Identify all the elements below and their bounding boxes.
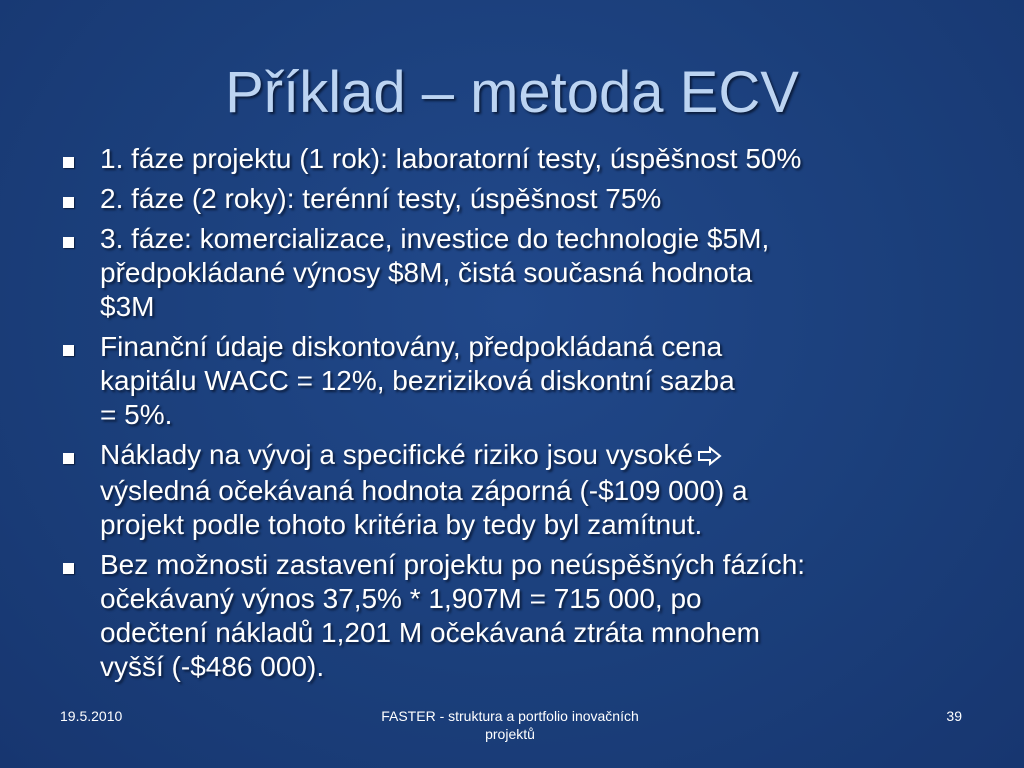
bullet-item-3 <box>60 222 990 324</box>
bullet-item-4 <box>60 330 990 432</box>
square-bullet-icon <box>63 237 74 248</box>
bullet-line: Bez možnosti zastavení projektu po neúspěšných fázích: <box>100 548 806 580</box>
bullet-line: 1. fáze projektu (1 rok): laboratorní testy, úspěšnost 50% <box>100 143 802 174</box>
square-bullet-icon <box>63 453 74 464</box>
slide-title: Příklad – metoda ECV <box>225 60 799 125</box>
bullet-list <box>60 142 990 690</box>
footer-title-line: projektů <box>485 726 535 742</box>
bullet-line: 2. fáze (2 roky): terénní testy, úspěšnost 75% <box>100 183 662 214</box>
square-bullet-icon <box>63 345 74 356</box>
bullet-item-6 <box>60 548 990 684</box>
bullet-line: 3. fáze: komercializace, investice do technologie $5M, <box>100 223 770 254</box>
square-bullet-icon <box>63 197 74 208</box>
footer-date: 19.5.2010 <box>60 708 123 724</box>
bullet-line: = 5%. <box>100 399 173 430</box>
square-bullet-icon <box>63 563 74 574</box>
bullet-line: odečtení nákladů 1,201 M očekávaná ztráta mnohem <box>100 616 760 648</box>
bullet-line: vyšší (-$486 000). <box>100 650 325 682</box>
footer-title <box>340 707 680 743</box>
bullet-line: projekt podle tohoto kritéria by tedy byl zamítnut. <box>100 508 703 540</box>
bullet-line: výsledná očekávaná hodnota záporná (-$109 000) a <box>100 474 748 506</box>
square-bullet-icon <box>63 157 74 168</box>
bullet-line: Finanční údaje diskontovány, předpokládaná cena <box>100 331 723 362</box>
bullet-line: kapitálu WACC = 12%, bezriziková diskontní sazba <box>100 365 735 396</box>
bullet-item-1 <box>60 142 990 176</box>
page-number: 39 <box>946 708 962 724</box>
bullet-line: očekávaný výnos 37,5% * 1,907M = 715 000, po <box>100 582 702 614</box>
bullet-line-text: Náklady na vývoj a specifické riziko jsou vysoké <box>100 439 693 470</box>
bullet-line: $3M <box>100 291 155 322</box>
bullet-item-5 <box>60 438 990 542</box>
right-arrow-icon <box>697 440 723 474</box>
bullet-line: předpokládané výnosy $8M, čistá současná hodnota <box>100 257 753 288</box>
footer-title-line: FASTER - struktura a portfolio inovačních <box>381 708 639 724</box>
bullet-item-2 <box>60 182 990 216</box>
bullet-line-with-arrow <box>100 438 990 474</box>
